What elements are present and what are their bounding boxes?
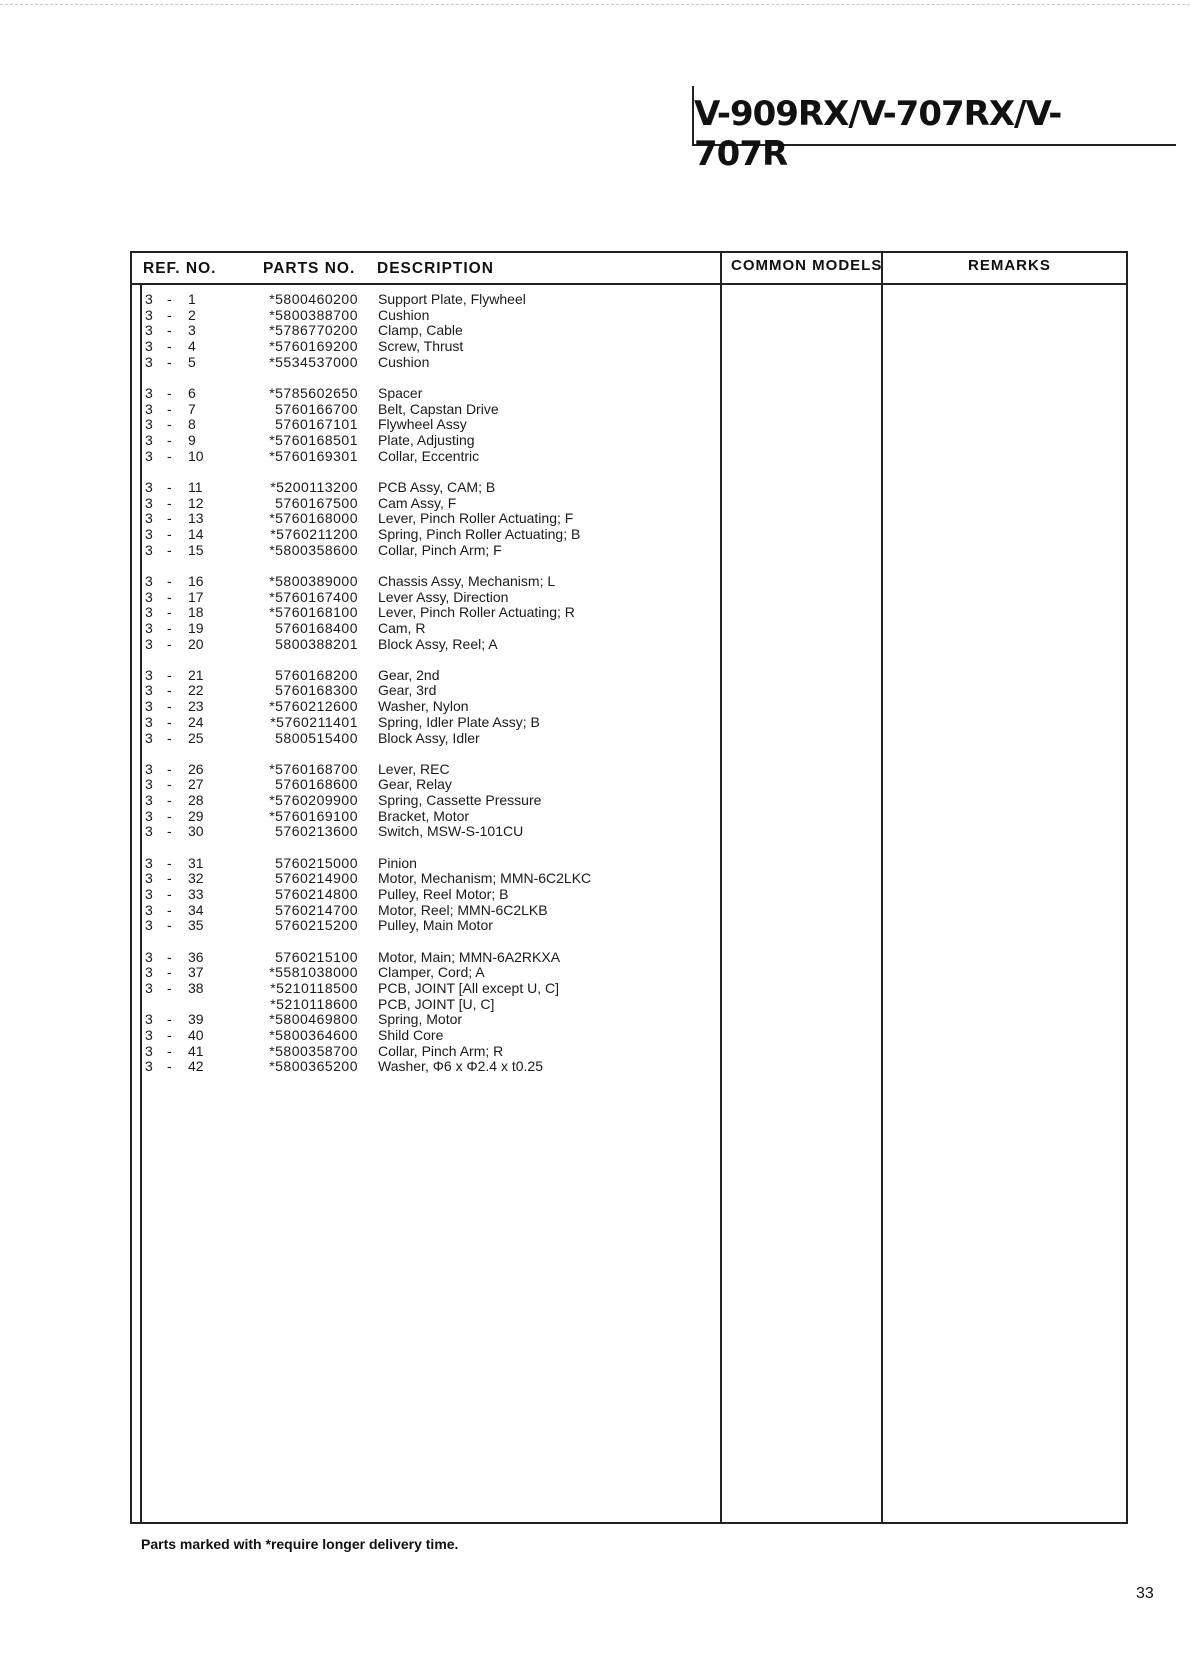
table-row <box>0 339 720 355</box>
ref-group: 3 <box>145 322 153 339</box>
parts-number: *5210118500 <box>270 979 358 996</box>
ref-number: 13 <box>188 510 204 527</box>
ref-number: 38 <box>188 979 204 996</box>
ref-dash: - <box>167 948 172 965</box>
ref-group: 3 <box>145 478 153 495</box>
ref-group: 3 <box>145 525 153 542</box>
ref-dash: - <box>167 698 172 715</box>
table-row <box>0 590 720 606</box>
part-description: Block Assy, Reel; A <box>378 635 498 652</box>
parts-number: *5800358700 <box>269 1042 358 1059</box>
parts-number: 5760215200 <box>275 917 358 934</box>
parts-number: 5760214800 <box>275 886 358 902</box>
parts-number: 5760168400 <box>275 619 358 636</box>
part-description: Clamper, Cord; A <box>378 964 485 981</box>
ref-number: 31 <box>188 854 204 871</box>
part-description: Motor, Reel; MMN-6C2LKB <box>378 901 548 918</box>
ref-dash: - <box>167 854 172 871</box>
parts-number: 5760167500 <box>275 494 358 511</box>
ref-dash: - <box>167 979 172 996</box>
parts-number: *5760168100 <box>269 604 358 621</box>
table-row <box>0 323 720 339</box>
table-row <box>0 433 720 449</box>
ref-number: 24 <box>188 713 204 730</box>
table-row <box>0 402 720 418</box>
parts-number: 5760214700 <box>275 901 358 918</box>
table-row <box>0 543 720 559</box>
ref-number: 36 <box>188 948 204 965</box>
ref-dash: - <box>167 776 172 793</box>
parts-number: *5800364600 <box>269 1027 358 1043</box>
column-divider-common-models <box>720 251 722 1524</box>
ref-number: 23 <box>188 698 204 715</box>
ref-dash: - <box>167 682 172 699</box>
parts-number: *5760211200 <box>270 525 358 542</box>
part-description: Spring, Cassette Pressure <box>378 792 542 809</box>
header-description: DESCRIPTION <box>377 260 494 277</box>
ref-group: 3 <box>145 1011 153 1028</box>
part-description: Cam, R <box>378 619 426 636</box>
ref-number: 42 <box>188 1058 204 1075</box>
parts-number: 5800388201 <box>275 635 358 652</box>
part-description: Pinion <box>378 854 417 871</box>
ref-dash: - <box>167 432 172 448</box>
part-description: Clamp, Cable <box>378 322 463 339</box>
table-row <box>0 621 720 637</box>
part-description: Spacer <box>378 384 423 401</box>
ref-group: 3 <box>145 698 153 715</box>
ref-number: 3 <box>188 322 196 339</box>
ref-number: 40 <box>188 1027 204 1043</box>
ref-dash: - <box>167 384 172 401</box>
table-row <box>0 918 720 934</box>
ref-group: 3 <box>145 1042 153 1059</box>
ref-number: 35 <box>188 917 204 934</box>
ref-number: 5 <box>188 353 196 370</box>
ref-number: 29 <box>188 807 204 824</box>
ref-group: 3 <box>145 291 153 307</box>
table-row <box>0 496 720 512</box>
ref-group: 3 <box>145 306 153 323</box>
parts-table-body <box>0 292 720 1075</box>
parts-number: *5800469800 <box>269 1011 358 1028</box>
ref-number: 41 <box>188 1042 204 1059</box>
ref-dash: - <box>167 416 172 433</box>
ref-dash: - <box>167 306 172 323</box>
table-row <box>0 308 720 324</box>
ref-number: 19 <box>188 619 204 636</box>
table-row <box>0 887 720 903</box>
part-description: PCB, JOINT [U, C] <box>378 995 495 1012</box>
ref-dash: - <box>167 964 172 981</box>
table-row <box>0 731 720 747</box>
table-row <box>0 856 720 872</box>
ref-dash: - <box>167 494 172 511</box>
table-row <box>0 997 720 1013</box>
ref-number: 22 <box>188 682 204 699</box>
part-description: Block Assy, Idler <box>378 729 480 746</box>
page-number: 33 <box>1136 1585 1154 1602</box>
table-row <box>0 715 720 731</box>
table-row <box>0 605 720 621</box>
ref-group: 3 <box>145 948 153 965</box>
parts-number: 5760213600 <box>275 823 358 840</box>
ref-dash: - <box>167 1042 172 1059</box>
table-row <box>0 668 720 684</box>
ref-group: 3 <box>145 432 153 448</box>
parts-number: *5785602650 <box>269 384 358 401</box>
part-description: Lever, REC <box>378 760 450 777</box>
ref-dash: - <box>167 1058 172 1075</box>
parts-number: *5760168000 <box>269 510 358 527</box>
ref-group: 3 <box>145 400 153 417</box>
ref-group: 3 <box>145 886 153 902</box>
ref-dash: - <box>167 510 172 527</box>
ref-number: 12 <box>188 494 204 511</box>
ref-number: 37 <box>188 964 204 981</box>
table-row <box>0 480 720 496</box>
part-description: Collar, Eccentric <box>378 447 480 464</box>
ref-dash: - <box>167 901 172 918</box>
delivery-footnote: Parts marked with *require longer delivery time. <box>141 1536 459 1552</box>
ref-dash: - <box>167 666 172 683</box>
parts-number: *5760169200 <box>269 338 358 355</box>
parts-number: *5800388700 <box>269 306 358 323</box>
ref-group: 3 <box>145 854 153 871</box>
ref-group: 3 <box>145 807 153 824</box>
ref-group: 3 <box>145 1058 153 1075</box>
part-description: Motor, Main; MMN-6A2RKXA <box>378 948 561 965</box>
ref-number: 27 <box>188 776 204 793</box>
header-remarks: REMARKS <box>968 257 1051 274</box>
part-description: Lever Assy, Direction <box>378 588 509 605</box>
parts-number: *5800460200 <box>269 291 358 307</box>
parts-number: *5760168501 <box>269 432 358 448</box>
part-description: Cushion <box>378 353 430 370</box>
parts-number: *5760167400 <box>269 588 358 605</box>
ref-dash: - <box>167 525 172 542</box>
part-description: Gear, 2nd <box>378 666 440 683</box>
ref-number: 4 <box>188 338 196 355</box>
ref-dash: - <box>167 291 172 307</box>
parts-number: 5760168600 <box>275 776 358 793</box>
ref-number: 10 <box>188 447 204 464</box>
ref-dash: - <box>167 322 172 339</box>
ref-group: 3 <box>145 510 153 527</box>
ref-number: 14 <box>188 525 204 542</box>
ref-number: 34 <box>188 901 204 918</box>
ref-group: 3 <box>145 666 153 683</box>
ref-group: 3 <box>145 823 153 840</box>
parts-number: *5800365200 <box>269 1058 358 1075</box>
ref-number: 20 <box>188 635 204 652</box>
ref-dash: - <box>167 338 172 355</box>
ref-number: 15 <box>188 541 204 558</box>
ref-number: 1 <box>188 291 196 307</box>
table-row <box>0 355 720 371</box>
parts-number: *5800389000 <box>269 572 358 589</box>
ref-dash: - <box>167 886 172 902</box>
ref-group: 3 <box>145 619 153 636</box>
parts-number: 5760167101 <box>275 416 358 433</box>
table-row <box>0 683 720 699</box>
parts-number: 5800515400 <box>275 729 358 746</box>
ref-number: 6 <box>188 384 196 401</box>
parts-number: 5760215100 <box>275 948 358 965</box>
ref-group: 3 <box>145 384 153 401</box>
ref-dash: - <box>167 588 172 605</box>
ref-group: 3 <box>145 572 153 589</box>
part-description: PCB, JOINT [All except U, C] <box>378 979 560 996</box>
part-description: Collar, Pinch Arm; R <box>378 1042 504 1059</box>
table-row <box>0 824 720 840</box>
ref-dash: - <box>167 400 172 417</box>
ref-group: 3 <box>145 729 153 746</box>
table-row <box>0 950 720 966</box>
table-row <box>0 527 720 543</box>
parts-number: 5760215000 <box>275 854 358 871</box>
ref-dash: - <box>167 619 172 636</box>
part-description: Cam Assy, F <box>378 494 457 511</box>
part-description: Plate, Adjusting <box>378 432 475 448</box>
part-description: Spring, Idler Plate Assy; B <box>378 713 540 730</box>
part-description: Gear, Relay <box>378 776 452 793</box>
ref-dash: - <box>167 635 172 652</box>
part-description: Spring, Pinch Roller Actuating; B <box>378 525 581 542</box>
ref-dash: - <box>167 541 172 558</box>
table-row <box>0 417 720 433</box>
table-row <box>0 871 720 887</box>
table-row <box>0 574 720 590</box>
ref-dash: - <box>167 1027 172 1043</box>
ref-number: 2 <box>188 306 196 323</box>
ref-number: 30 <box>188 823 204 840</box>
ref-group: 3 <box>145 792 153 809</box>
part-description: Cushion <box>378 306 430 323</box>
part-description: Pulley, Reel Motor; B <box>378 886 509 902</box>
table-row <box>0 793 720 809</box>
parts-number: *5760212600 <box>269 698 358 715</box>
part-description: Gear, 3rd <box>378 682 437 699</box>
table-row <box>0 1059 720 1075</box>
part-description: Support Plate, Flywheel <box>378 291 526 307</box>
ref-number: 25 <box>188 729 204 746</box>
ref-dash: - <box>167 447 172 464</box>
part-description: Washer, Φ6 x Φ2.4 x t0.25 <box>378 1058 544 1075</box>
part-description: Shild Core <box>378 1027 444 1043</box>
ref-group: 3 <box>145 541 153 558</box>
header-ref-no: REF. NO. <box>143 260 217 277</box>
part-description: PCB Assy, CAM; B <box>378 478 496 495</box>
part-description: Pulley, Main Motor <box>378 917 493 934</box>
table-row <box>0 903 720 919</box>
part-description: Motor, Mechanism; MMN-6C2LKC <box>378 870 592 887</box>
model-title-box <box>692 86 1176 174</box>
parts-number: *5581038000 <box>269 964 358 981</box>
column-divider-remarks <box>881 251 883 1524</box>
header-parts-no: PARTS NO. <box>263 260 356 277</box>
parts-number: *5760169100 <box>269 807 358 824</box>
parts-number: *5200113200 <box>270 478 358 495</box>
ref-number: 11 <box>188 478 203 495</box>
ref-number: 39 <box>188 1011 204 1028</box>
table-row <box>0 699 720 715</box>
ref-dash: - <box>167 792 172 809</box>
parts-number: 5760168300 <box>275 682 358 699</box>
table-row <box>0 292 720 308</box>
table-row <box>0 809 720 825</box>
table-row <box>0 965 720 981</box>
part-description: Collar, Pinch Arm; F <box>378 541 502 558</box>
table-inner-bottom-rule <box>140 1522 1128 1524</box>
ref-group: 3 <box>145 447 153 464</box>
ref-dash: - <box>167 917 172 934</box>
table-row <box>0 762 720 778</box>
table-row <box>0 1028 720 1044</box>
ref-dash: - <box>167 760 172 777</box>
ref-group: 3 <box>145 353 153 370</box>
ref-group: 3 <box>145 713 153 730</box>
parts-number: *5210118600 <box>270 995 358 1012</box>
part-description: Bracket, Motor <box>378 807 470 824</box>
ref-number: 32 <box>188 870 204 887</box>
part-description: Washer, Nylon <box>378 698 469 715</box>
ref-group: 3 <box>145 901 153 918</box>
model-title: V-909RX/V-707RX/V-707R <box>694 94 1062 174</box>
table-row <box>0 1044 720 1060</box>
ref-number: 17 <box>188 588 204 605</box>
ref-number: 9 <box>188 432 196 448</box>
ref-dash: - <box>167 604 172 621</box>
ref-group: 3 <box>145 588 153 605</box>
ref-number: 7 <box>188 400 196 417</box>
parts-number: *5760209900 <box>269 792 358 809</box>
ref-dash: - <box>167 572 172 589</box>
ref-group: 3 <box>145 760 153 777</box>
part-description: Screw, Thrust <box>378 338 464 355</box>
table-row <box>0 777 720 793</box>
header-common-models: COMMON MODELS <box>731 257 883 274</box>
part-description: Belt, Capstan Drive <box>378 400 499 417</box>
table-row <box>0 981 720 997</box>
ref-dash: - <box>167 729 172 746</box>
ref-dash: - <box>167 713 172 730</box>
parts-number: *5800358600 <box>269 541 358 558</box>
parts-number: 5760166700 <box>275 400 358 417</box>
ref-group: 3 <box>145 917 153 934</box>
ref-number: 18 <box>188 604 204 621</box>
ref-dash: - <box>167 823 172 840</box>
ref-number: 21 <box>188 666 204 683</box>
ref-dash: - <box>167 478 172 495</box>
parts-number: *5786770200 <box>269 322 358 339</box>
ref-number: 33 <box>188 886 204 902</box>
parts-number: 5760168200 <box>275 666 358 683</box>
ref-dash: - <box>167 1011 172 1028</box>
parts-number: 5760214900 <box>275 870 358 887</box>
part-description: Lever, Pinch Roller Actuating; F <box>378 510 574 527</box>
ref-group: 3 <box>145 964 153 981</box>
ref-group: 3 <box>145 494 153 511</box>
part-description: Flywheel Assy <box>378 416 467 433</box>
ref-number: 28 <box>188 792 204 809</box>
part-description: Chassis Assy, Mechanism; L <box>378 572 556 589</box>
ref-group: 3 <box>145 776 153 793</box>
ref-group: 3 <box>145 635 153 652</box>
ref-group: 3 <box>145 979 153 996</box>
part-description: Lever, Pinch Roller Actuating; R <box>378 604 575 621</box>
ref-group: 3 <box>145 1027 153 1043</box>
ref-group: 3 <box>145 338 153 355</box>
table-row <box>0 386 720 402</box>
table-row <box>0 449 720 465</box>
ref-dash: - <box>167 807 172 824</box>
parts-number: *5760211401 <box>270 713 358 730</box>
ref-dash: - <box>167 353 172 370</box>
part-description: Spring, Motor <box>378 1011 463 1028</box>
ref-number: 16 <box>188 572 204 589</box>
ref-number: 26 <box>188 760 204 777</box>
ref-group: 3 <box>145 870 153 887</box>
ref-group: 3 <box>145 604 153 621</box>
part-description: Switch, MSW-S-101CU <box>378 823 524 840</box>
ref-group: 3 <box>145 416 153 433</box>
parts-number: *5534537000 <box>269 353 358 370</box>
table-row <box>0 1012 720 1028</box>
parts-number: *5760169301 <box>269 447 358 464</box>
ref-group: 3 <box>145 682 153 699</box>
parts-number: *5760168700 <box>269 760 358 777</box>
table-row <box>0 511 720 527</box>
ref-number: 8 <box>188 416 196 433</box>
table-row <box>0 637 720 653</box>
ref-dash: - <box>167 870 172 887</box>
top-edge-rule <box>0 4 1190 5</box>
